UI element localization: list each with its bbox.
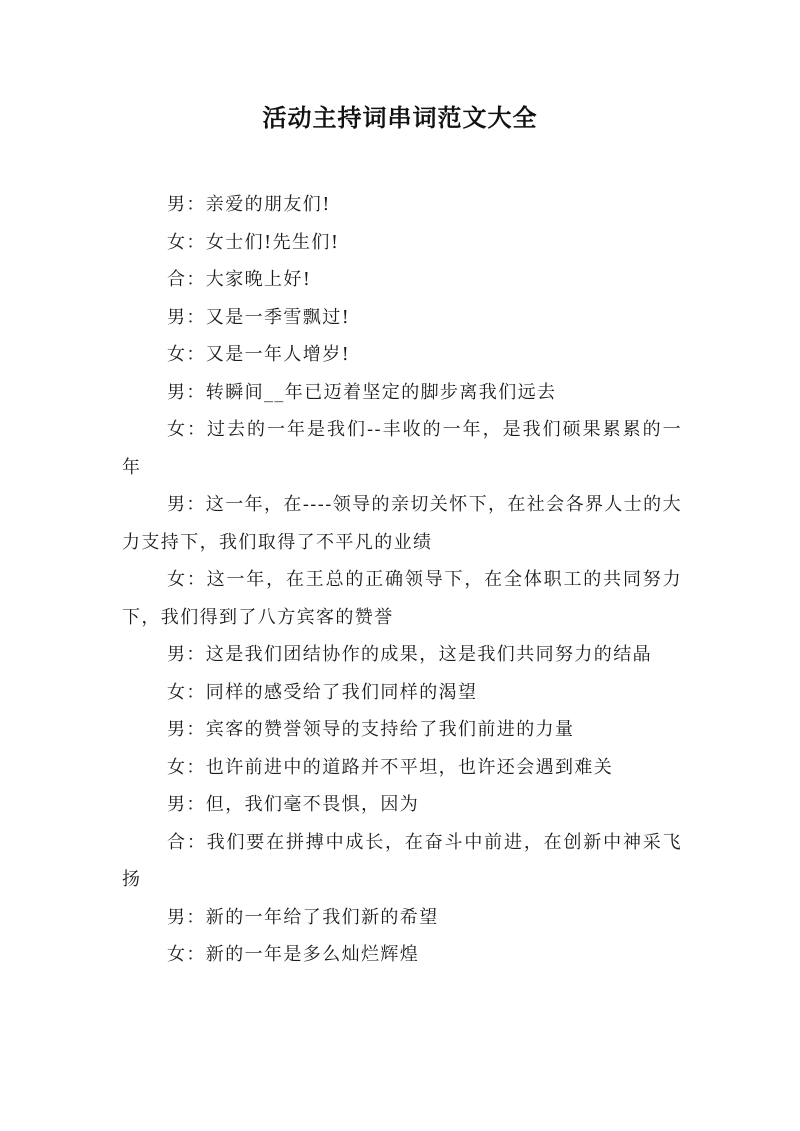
paragraph: 男：转瞬间__年已迈着坚定的脚步离我们远去 <box>167 381 557 403</box>
document-title: 活动主持词串词范文大全 <box>262 104 538 132</box>
paragraph: 男：这一年，在----领导的亲切关怀下，在社会各界人士的大力支持下，我们取得了不平凡的业绩 <box>122 494 682 553</box>
paragraph: 男：这是我们团结协作的成果，这是我们共同努力的结晶 <box>167 644 652 665</box>
paragraph: 男：但，我们毫不畏惧，因为 <box>167 794 420 815</box>
paragraph: 男：亲爱的朋友们! <box>167 194 331 215</box>
paragraph: 女：女士们!先生们! <box>167 231 340 253</box>
paragraph: 男：宾客的赞誉领导的支持给了我们前进的力量 <box>167 719 575 740</box>
paragraph: 女：又是一年人增岁! <box>167 344 351 365</box>
paragraph: 男：新的一年给了我们新的希望 <box>167 906 439 928</box>
document-body <box>122 186 682 974</box>
paragraph: 女：过去的一年是我们--丰收的一年，是我们硕果累累的一年 <box>122 419 682 478</box>
paragraph: 合：大家晚上好! <box>167 269 312 290</box>
paragraph: 女：也许前进中的道路并不平坦，也许还会遇到难关 <box>167 756 614 778</box>
paragraph: 合：我们要在拼搏中成长，在奋斗中前进，在创新中神采飞扬 <box>122 831 682 890</box>
paragraph: 女：这一年，在王总的正确领导下，在全体职工的共同努力下，我们得到了八方宾客的赞誉 <box>122 569 682 628</box>
paragraph: 女：同样的感受给了我们同样的渴望 <box>167 681 478 703</box>
paragraph: 男：又是一季雪飘过! <box>167 306 351 328</box>
paragraph: 女：新的一年是多么灿烂辉煌 <box>167 944 420 965</box>
